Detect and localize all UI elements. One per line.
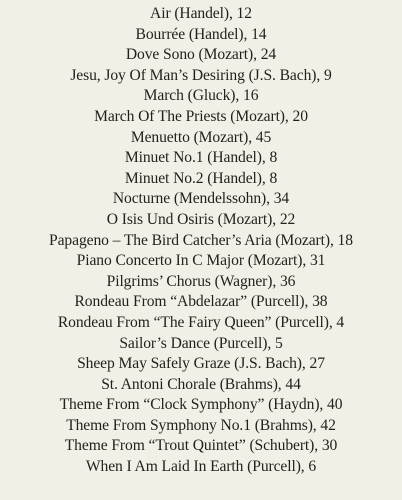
index-entry: Sailor’s Dance (Purcell), 5 <box>119 334 283 352</box>
index-entry: Dove Sono (Mozart), 24 <box>125 46 277 64</box>
index-entry: Theme From “Trout Quintet” (Schubert), 30 <box>64 437 338 455</box>
index-entry: Pilgrims’ Chorus (Wagner), 36 <box>106 272 296 290</box>
index-entry: Theme From Symphony No.1 (Brahms), 42 <box>66 416 336 434</box>
index-entry: Air (Handel), 12 <box>150 5 252 22</box>
index-entry: When I Am Laid In Earth (Purcell), 6 <box>85 458 317 476</box>
index-list <box>0 4 402 478</box>
index-entry: Minuet No.1 (Handel), 8 <box>124 149 278 167</box>
index-entry: Sheep May Safely Graze (J.S. Bach), 27 <box>77 355 325 373</box>
index-entry: Papageno – The Bird Catcher’s Aria (Mozart), 18 <box>49 231 353 249</box>
index-entry: Theme From “Clock Symphony” (Haydn), 40 <box>59 396 343 414</box>
index-entry: Bourrée (Handel), 14 <box>135 25 267 43</box>
index-entry: Minuet No.2 (Handel), 8 <box>124 169 278 187</box>
index-entry: Piano Concerto In C Major (Mozart), 31 <box>76 252 326 270</box>
index-entry: O Isis Und Osiris (Mozart), 22 <box>106 210 296 228</box>
index-entry: March Of The Priests (Mozart), 20 <box>94 107 308 125</box>
index-entry: Rondeau From “The Fairy Queen” (Purcell), 4 <box>57 313 345 331</box>
index-entry: Jesu, Joy Of Man’s Desiring (J.S. Bach), 9 <box>70 66 332 84</box>
index-entry: Nocturne (Mendelssohn), 34 <box>112 190 290 208</box>
index-entry: March (Gluck), 16 <box>143 87 259 105</box>
index-entry: St. Antoni Chorale (Brahms), 44 <box>101 375 301 393</box>
index-entry: Menuetto (Mozart), 45 <box>130 128 272 146</box>
index-entry: Rondeau From “Abdelazar” (Purcell), 38 <box>74 293 328 311</box>
